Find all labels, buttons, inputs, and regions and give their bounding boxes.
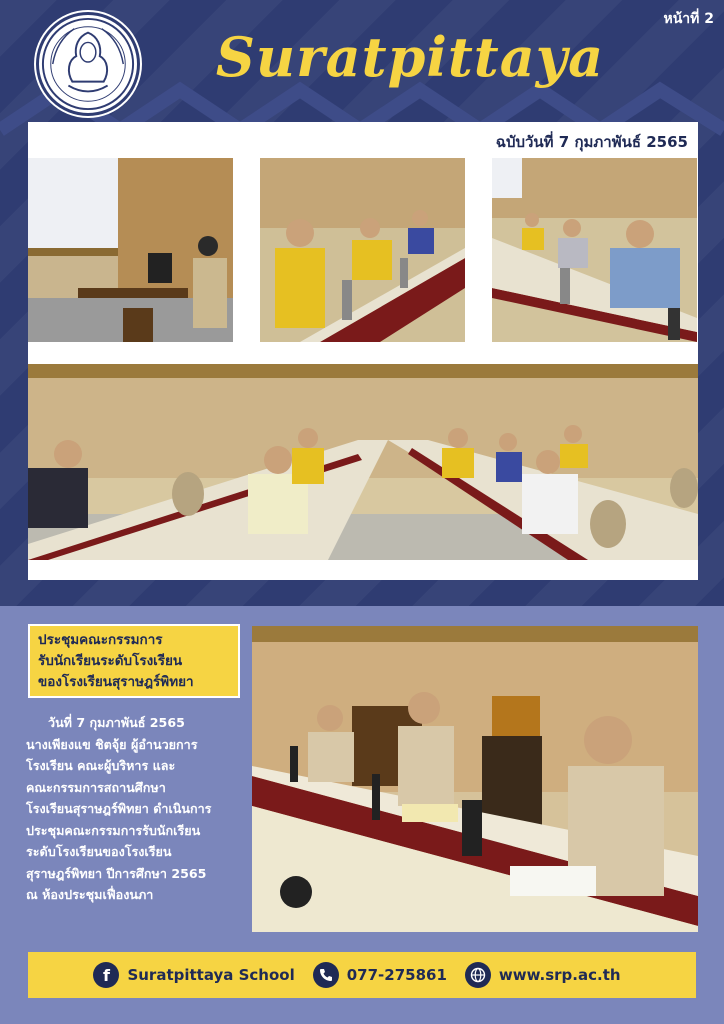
body-line: ณ ห้องประชุมเฟื่องนภา: [26, 887, 154, 902]
headline-line: ประชุมคณะกรรมการ: [38, 632, 163, 648]
body-line: วันที่ 7 กุมภาพันธ์ 2565: [48, 715, 185, 730]
body-line: โรงเรียน คณะผู้บริหาร และ: [26, 758, 176, 773]
photo-meeting-table-left: [260, 158, 465, 342]
body-line: โรงเรียนสุราษฎร์พิทยา ดำเนินการ: [26, 801, 212, 816]
photo-meeting-room-wide: [28, 364, 698, 560]
globe-icon: [465, 962, 491, 988]
body-line: คณะกรรมการสถานศึกษา: [26, 779, 166, 795]
body-line: ระดับโรงเรียนของโรงเรียน: [26, 844, 172, 859]
facebook-link[interactable]: Suratpittaya School: [127, 966, 295, 984]
photo-presenter: [28, 158, 233, 342]
article-headline: [28, 624, 240, 698]
school-title: Suratpittaya: [215, 25, 605, 89]
photo-officials-meeting: [252, 626, 698, 932]
footer-contact-bar: [28, 952, 696, 998]
facebook-icon[interactable]: f: [93, 962, 119, 988]
phone-number[interactable]: 077-275861: [346, 966, 447, 984]
page-number: หน้าที่ 2: [663, 11, 714, 27]
school-logo: [36, 12, 140, 116]
photo-meeting-table-right: [492, 158, 697, 342]
headline-line: รับนักเรียนระดับโรงเรียน: [38, 653, 183, 669]
phone-icon: [313, 962, 339, 988]
body-line: ประชุมคณะกรรมการรับนักเรียน: [26, 822, 201, 838]
website-link[interactable]: www.srp.ac.th: [498, 966, 621, 984]
body-line: สุราษฎร์พิทยา ปีการศึกษา 2565: [26, 865, 207, 881]
headline-line: ของโรงเรียนสุราษฎร์พิทยา: [38, 674, 194, 690]
body-line: นางเพียงแข ชิตจุ้ย ผู้อำนวยการ: [26, 736, 198, 752]
issue-date: ฉบับวันที่ 7 กุมภาพันธ์ 2565: [495, 133, 688, 151]
article-body: [26, 712, 242, 906]
